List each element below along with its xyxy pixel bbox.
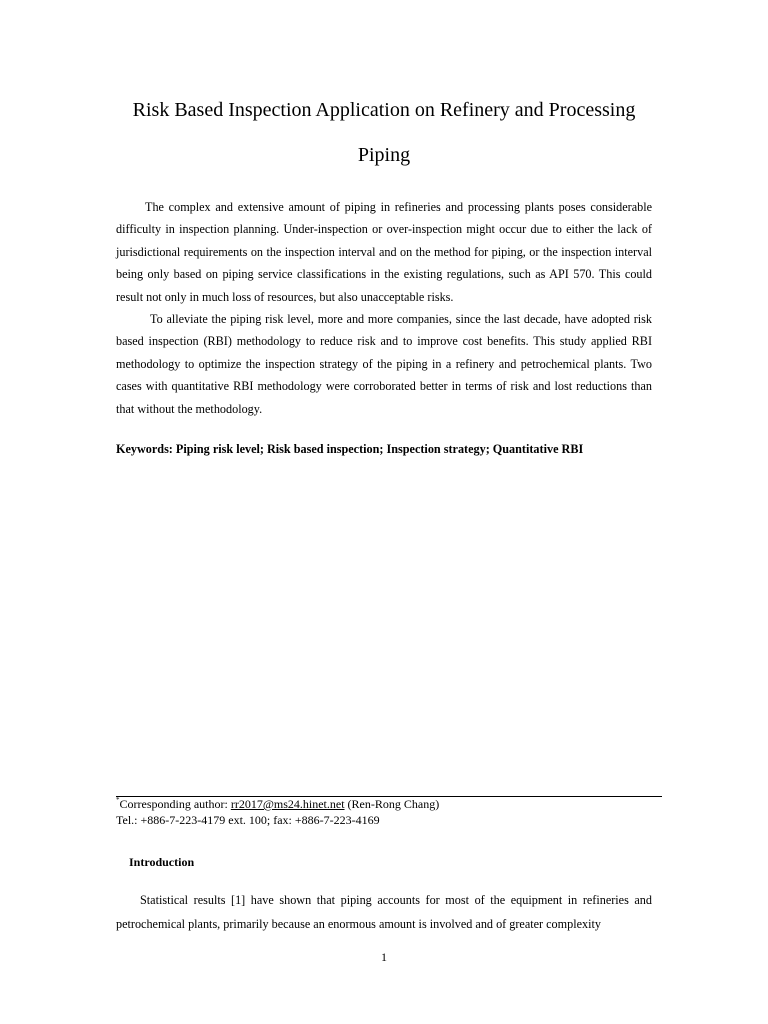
keywords: Keywords: Piping risk level; Risk based inspection; Inspection strategy; Quantitative RBI bbox=[116, 442, 584, 456]
abstract-paragraph-1: The complex and extensive amount of piping in refineries and processing plants poses considerable difficulty in inspection planning. Under-inspection or over-inspection might occur due to either the lack of jurisdictional requirements on the inspection interval and on the method for piping, or the inspection interval being only based on piping service classifications in the existing regulations, such as API 570. This could result not only in much loss of resources, but also unacceptable risks. bbox=[116, 200, 652, 304]
footnote-prefix: Corresponding author: bbox=[119, 797, 231, 811]
author-email-link[interactable]: rr2017@ms24.hinet.net bbox=[230, 797, 345, 811]
footnote-marker: * bbox=[116, 796, 120, 804]
footnote-line-1 bbox=[116, 796, 676, 812]
page-number: 1 bbox=[381, 950, 387, 964]
paper-title-line-1: Risk Based Inspection Application on Refinery and Processing bbox=[132, 99, 636, 121]
abstract-paragraph-2: To alleviate the piping risk level, more and more companies, since the last decade, have adopted risk based inspection (RBI) methodology to reduce risk and to improve cost benefits. This study applied RBI methodology to optimize the inspection strategy of the piping in a refinery and petrochemical plants. Two cases with quantitative RBI methodology were corroborated better in terms of risk and lost reductions than that without the methodology. bbox=[116, 312, 652, 416]
paper-title-line-2: Piping bbox=[357, 144, 411, 166]
footnote bbox=[116, 796, 676, 828]
abstract bbox=[116, 196, 652, 420]
footnote-author: (Ren-Rong Chang) bbox=[344, 797, 440, 811]
section-heading-introduction: Introduction bbox=[129, 855, 195, 869]
footnote-contact: Tel.: +886-7-223-4179 ext. 100; fax: +886-7-223-4169 bbox=[116, 813, 380, 827]
introduction-paragraph: Statistical results [1] have shown that piping accounts for most of the equipment in refineries and petrochemical plants, primarily because an enormous amount is involved and of greater complexity bbox=[116, 893, 652, 931]
